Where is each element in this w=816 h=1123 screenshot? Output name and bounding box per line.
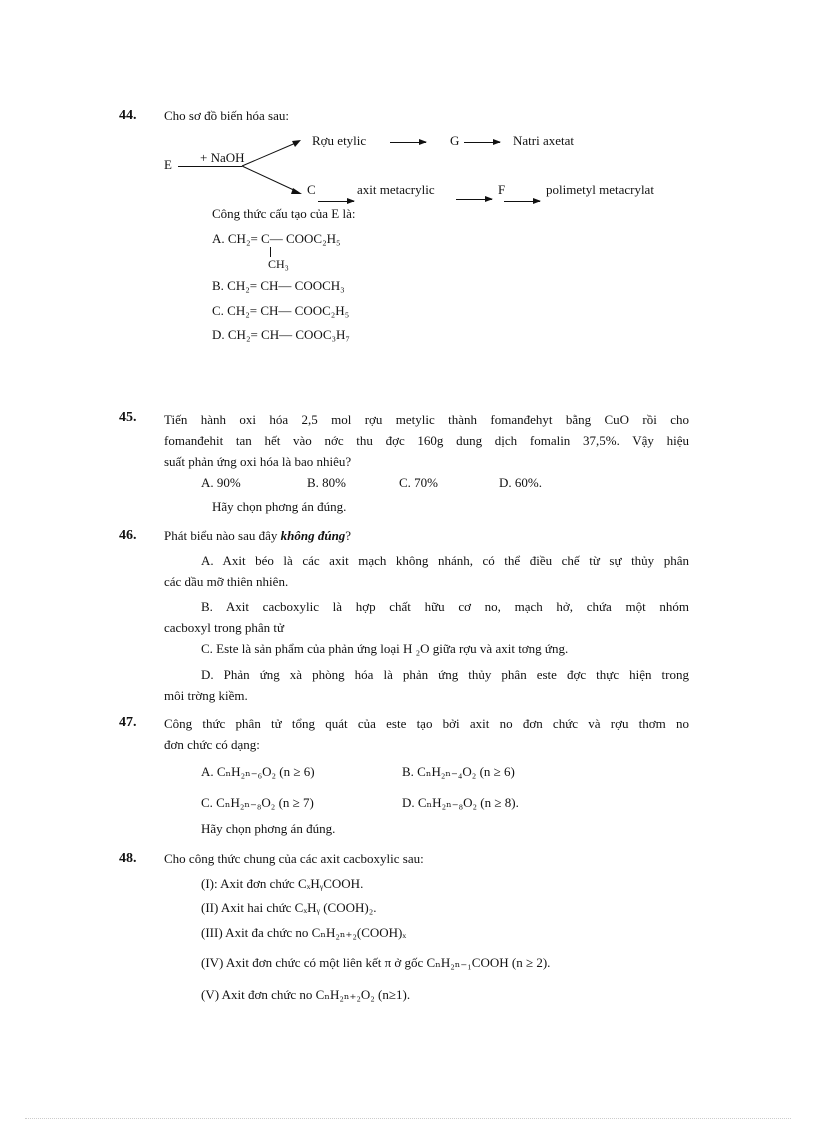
diagram-G: G [450,133,460,148]
page-footer-divider [25,1118,791,1119]
q48-item-1: (I): Axit đơn chức CₓHᵧCOOH. [201,876,364,891]
q47-number: 47. [119,715,137,730]
q48-item-2: (II) Axit hai chức CₓHᵧ (COOH)₂. [201,900,377,915]
q45-option-c: C. 70% [399,475,438,490]
q48-number: 48. [119,851,137,866]
q46-prompt-text: Phát biểu nào sau đây [164,528,278,543]
q44-prompt: Cho sơ đồ biến hóa sau: [164,108,289,123]
q44-option-d: D. CH₂= CH— COOC₃H₇ [212,327,350,342]
diagram-line-E [178,166,242,167]
q45-option-a: A. 90% [201,475,241,490]
q45-line-3: suất phản ứng oxi hóa là bao nhiêu? [164,454,352,469]
q47-option-d: D. CₙH₂ₙ₋₈O₂ (n ≥ 8). [402,795,519,810]
q45-option-d: D. 60%. [499,475,542,490]
q44-option-c: C. CH₂= CH— COOC₂H₅ [212,303,350,318]
diagram-C: C [307,182,316,197]
diagram-E: E [164,157,172,172]
q44-option-b: B. CH₂= CH— COOCH₃ [212,278,345,293]
q45-number: 45. [119,410,137,425]
q45-line-2: fomanđehit tan hết vào nớc thu đợc 160g dung dịch fomalin 37,5%. Vậy hiệu [164,433,689,448]
q45-instruction: Hãy chọn phơng án đúng. [212,499,347,514]
arrow-F-to-poli [504,201,540,202]
arrow-C-to-axit [318,201,354,202]
q48-item-5: (V) Axit đơn chức no CₙH₂ₙ₊₂O₂ (n≥1). [201,987,411,1002]
q46-prompt-end: ? [345,528,352,543]
q44-number: 44. [119,108,137,123]
q44-option-a: A. CH₂= C— COOC₂H₅ [212,231,341,246]
q47-option-c: C. CₙH₂ₙ₋₈O₂ (n ≥ 7) [201,795,314,810]
q44-option-a-substituent: CH₃ [268,257,289,271]
q47-option-b: B. CₙH₂ₙ₋₄O₂ (n ≥ 6) [402,764,515,779]
diagram-naoh: + NaOH [200,150,245,165]
q47-instruction: Hãy chọn phơng án đúng. [201,821,336,836]
q46-prompt-emphasis: không đúng [280,528,346,543]
arrow-ruou-to-G [390,142,426,143]
q47-line-1: Công thức phân tử tổng quát của este tạo bởi axit no đơn chức và rợu thơm no [164,716,689,731]
arrow-G-to-natri [464,142,500,143]
q46-option-a-line-1: A. Axit béo là các axit mạch không nhánh, có thể điều chế từ sự thủy phân [201,553,689,568]
q46-number: 46. [119,528,137,543]
q47-option-a: A. CₙH₂ₙ₋₆O₂ (n ≥ 6) [201,764,315,779]
diagram-polimetyl-metacrylat: polimetyl metacrylat [546,182,654,197]
q46-option-d-line-1: D. Phản ứng xà phòng hóa là phản ứng thủy phân este đợc thực hiện trong [201,667,689,682]
q46-option-c: C. Este là sản phẩm của phản ứng loại H ₂O giữa rợu và axit tơng ứng. [201,641,569,656]
q47-line-2: đơn chức có dạng: [164,737,260,752]
diagram-natri-axetat: Natri axetat [513,133,574,148]
q48-item-4: (IV) Axit đơn chức có một liên kết π ở gốc CₙH₂ₙ₋₁COOH (n ≥ 2). [201,955,551,970]
diagram-branch-arrows [240,136,306,198]
q46-option-b-line-1: B. Axit cacboxylic là hợp chất hữu cơ no, mạch hở, chứa một nhóm [201,599,689,614]
q48-item-3: (III) Axit đa chức no CₙH₂ₙ₊₂(COOH)ₓ [201,925,407,940]
arrow-axit-to-F [456,199,492,200]
diagram-ruou-etylic: Rợu etylic [312,133,367,148]
q46-option-a-line-2: các dầu mỡ thiên nhiên. [164,574,289,589]
q46-option-d-line-2: môi trờng kiềm. [164,688,248,703]
q44-question: Công thức cấu tạo của E là: [212,206,356,221]
diagram-axit-metacrylic: axit metacrylic [357,182,435,197]
diagram-F: F [498,182,506,197]
q46-option-b-line-2: cacboxyl trong phân tử [164,620,285,635]
q45-option-b: B. 80% [307,475,346,490]
q48-prompt: Cho công thức chung của các axit cacboxylic sau: [164,851,424,866]
q44-option-a-bond [270,247,271,257]
q45-line-1: Tiến hành oxi hóa 2,5 mol rợu metylic thành fomanđehyt bằng CuO rồi cho [164,412,689,427]
q46-prompt [164,528,351,544]
